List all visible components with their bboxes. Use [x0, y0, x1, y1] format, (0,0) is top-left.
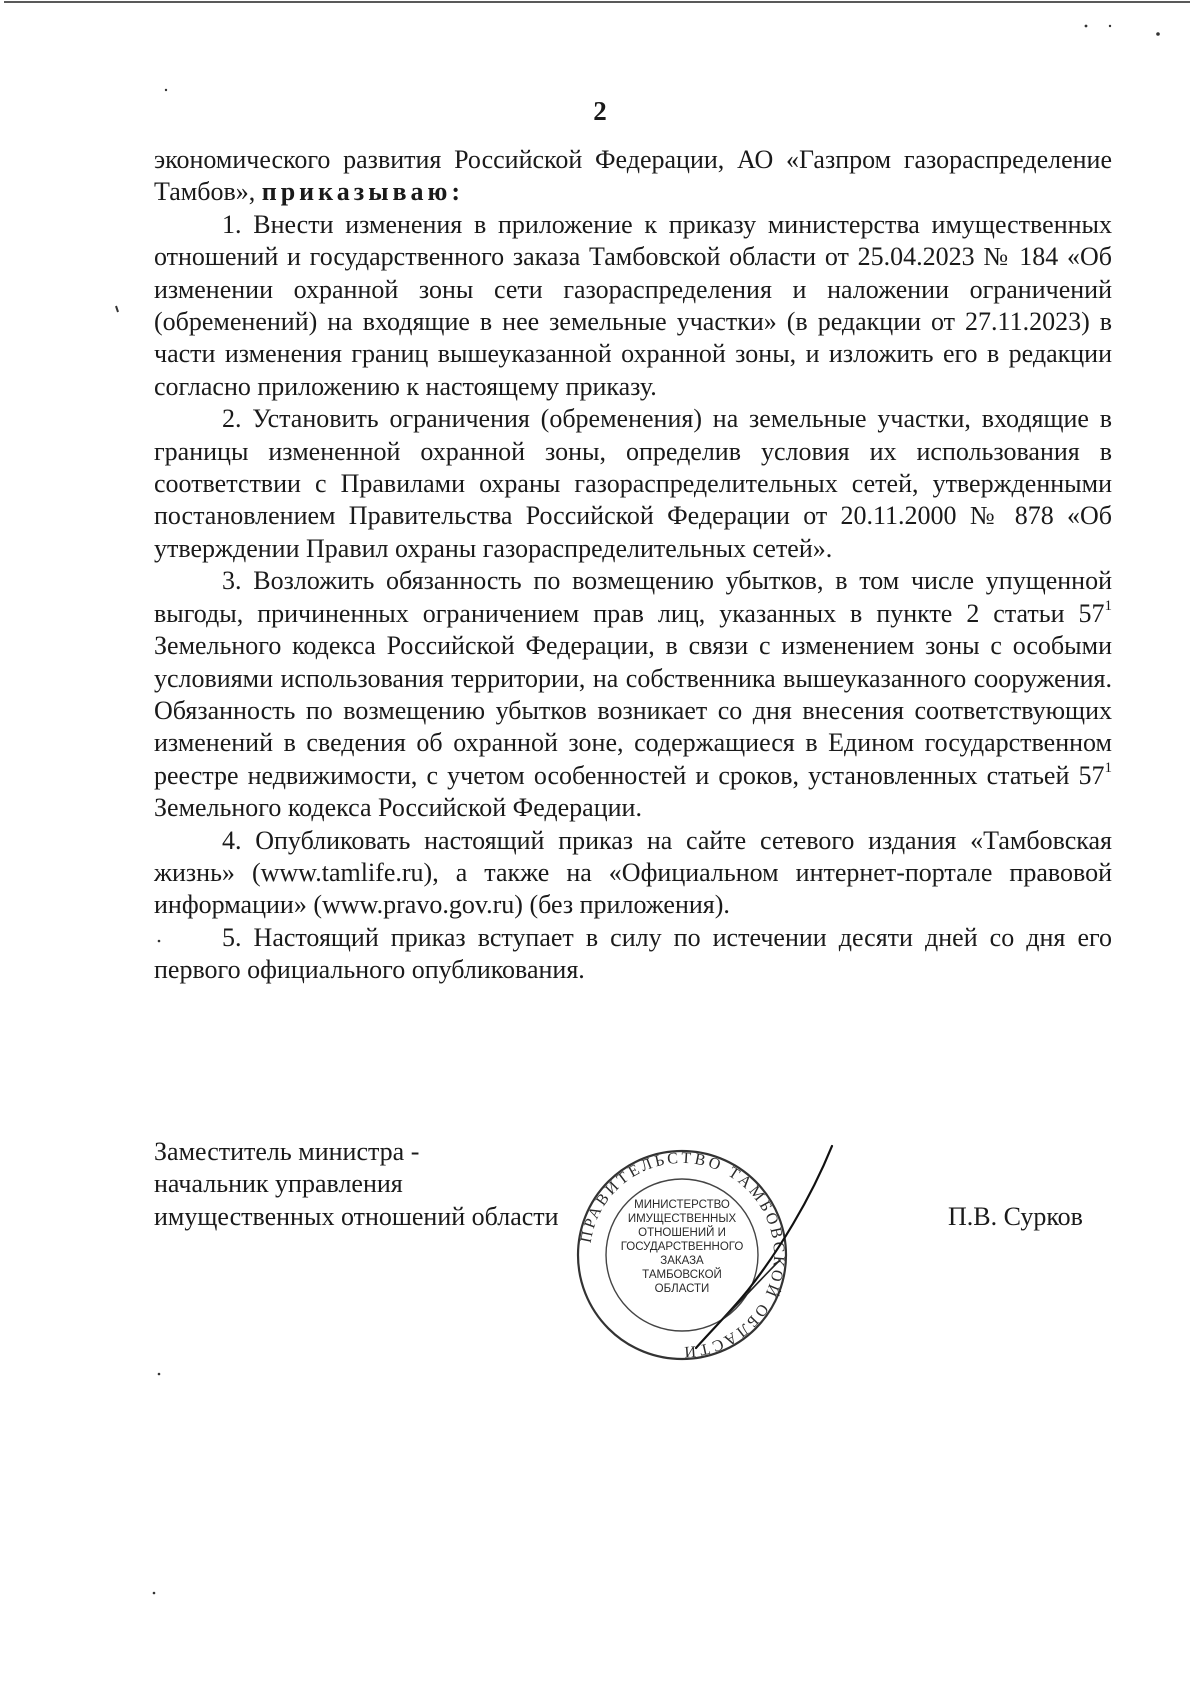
paragraph-item-4: 4. Опубликовать настоящий приказ на сайте сетевого издания «Тамбовская жизнь» (www.tamlife.ru), а также на «Официальном интернет-портале правовой информации» (www.pravo.gov.ru) (без приложения). — [154, 825, 1112, 920]
document-body — [154, 144, 1112, 987]
item-3-part-3: Земельного кодекса Российской Федерации. — [154, 793, 642, 823]
intro-text: экономического развития Российской Федерации, АО «Газпром газораспределение Тамбов», — [154, 145, 1112, 207]
paragraph-item-1: 1. Внести изменения в приложение к приказу министерства имущественных отношений и государственного заказа Тамбовской области от 25.04.2023 № 184 «Об изменении охранной зоны сети газораспределения и наложении ограничений (обременений) на входящие в нее земельные участки» (в редакции от 27.11.2023) в части изменения границ вышеуказанной охранной зоны, и изложить его в редакции согласно приложению к настоящему приказу. — [154, 209, 1112, 401]
signatory-title-line-2: начальник управления — [154, 1169, 403, 1199]
signatory-name: П.В. Сурков — [948, 1202, 1083, 1231]
stamp-line-1: МИНИСТЕРСТВО — [634, 1199, 730, 1211]
item-3-part-2: Земельного кодекса Российской Федерации, в связи с изменением зоны с особыми условиями использования территории, на собственника вышеуказанного сооружения. Обязанность по возмещению убытков возникает со дня внесения соответствующих изменений в сведения об охранной зоне, содержащиеся в Едином государственном реестре недвижимости, с учетом особенностей и сроков, установленных статьей 57 — [154, 631, 1112, 790]
stamp-ring-text: ПРАВИТЕЛЬСТВО ТАМБОВСКОЙ ОБЛАСТИ — [577, 1149, 788, 1361]
paragraph-intro — [154, 144, 1112, 209]
item-3-superscript-1: 1 — [1104, 598, 1112, 615]
item-3-superscript-2: 1 — [1104, 760, 1112, 777]
stamp-line-3: ОТНОШЕНИЙ И — [638, 1227, 726, 1239]
stamp-line-7: ОБЛАСТИ — [654, 1283, 710, 1295]
stamp-line-6: ТАМБОВСКОЙ — [642, 1269, 722, 1281]
signatory-title-line-1: Заместитель министра - — [154, 1137, 420, 1166]
paragraph-item-5: 5. Настоящий приказ вступает в силу по истечении десяти дней со дня его первого официального опубликования. — [154, 922, 1112, 985]
paragraph-item-3 — [154, 565, 1112, 824]
item-3-part-1: 3. Возложить обязанность по возмещению убытков, в том числе упущенной выгоды, причиненных ограничением прав лиц, указанных в пункте 2 статьи 57 — [154, 566, 1112, 628]
order-keyword: приказываю: — [261, 177, 465, 207]
stamp-line-4: ГОСУДАРСТВЕННОГО — [620, 1241, 744, 1253]
paragraph-item-2: 2. Установить ограничения (обременения) на земельные участки, входящие в границы измененной охранной зоны, определив условия их использования в соответствии с Правилами охраны газораспределительных сетей, утвержденными постановлением Правительства Российской Федерации от 20.11.2000 № 878 «Об утверждении Правил охраны газораспределительных сетей». — [154, 404, 1112, 563]
signature-stroke-icon — [690, 1140, 840, 1360]
signatory-title — [154, 1136, 559, 1233]
page-number: 2 — [593, 96, 607, 126]
stamp-line-2: ИМУЩЕСТВЕННЫХ — [627, 1213, 737, 1225]
stamp-line-5: ЗАКАЗА — [660, 1255, 704, 1267]
handwritten-signature — [690, 1140, 840, 1360]
signatory-title-line-3: имущественных отношений области — [154, 1201, 559, 1231]
